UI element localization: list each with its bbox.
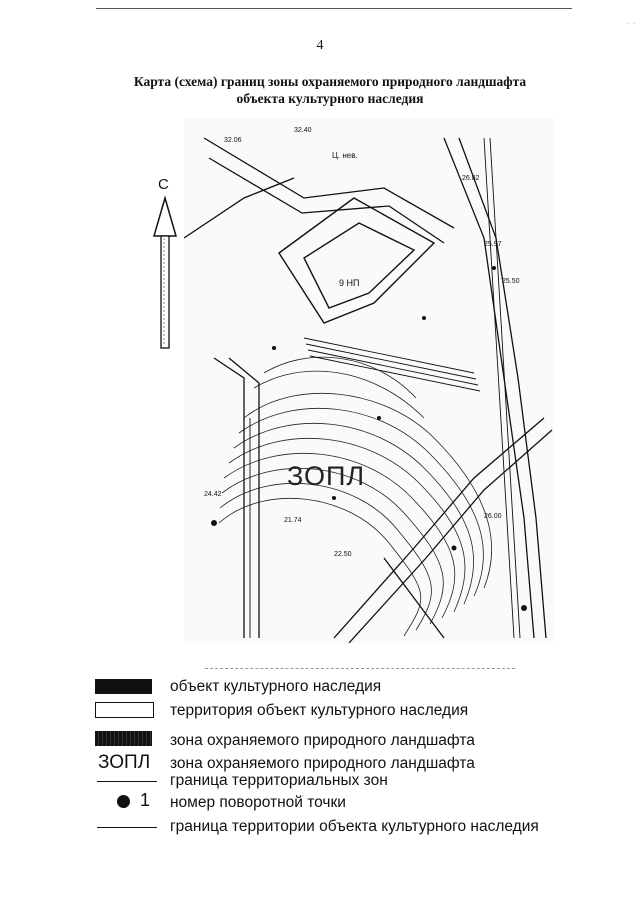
title-line-1: Карта (схема) границ зоны охраняемого природного ландшафта [133, 74, 527, 89]
elev-label: 26.00 [484, 513, 502, 520]
elev-label: 32.40 [294, 127, 312, 134]
legend-symbol-zopl: ЗОПЛ [98, 752, 151, 773]
survey-map [184, 118, 554, 643]
map-zone-label: ЗОПЛ [287, 461, 366, 491]
north-label: С [158, 176, 169, 193]
title-line-2: объекта культурного наследия [236, 91, 424, 106]
elev-label: 21.74 [284, 517, 302, 524]
elev-label: 32.06 [224, 137, 242, 144]
north-arrow-icon [150, 176, 180, 351]
legend-label: номер поворотной точки [170, 794, 346, 811]
elev-label: 22.50 [334, 551, 352, 558]
page-title [80, 73, 580, 107]
elev-label: 25.50 [502, 278, 520, 285]
legend-swatch-object [95, 679, 152, 694]
legend-divider [205, 668, 515, 669]
legend-symbol-point: 1 [140, 790, 151, 810]
elev-label: 24.42 [204, 491, 222, 498]
legend-swatch-territory [95, 702, 154, 718]
legend-line-territory [97, 827, 157, 828]
legend-label: зона охраняемого природного ландшафта [170, 732, 475, 749]
top-rule [96, 8, 572, 9]
elev-label: 25.97 [484, 241, 502, 248]
legend-label: зона охраняемого природного ландшафта [170, 755, 475, 772]
elev-label: 26.82 [462, 175, 480, 182]
legend-label: граница территории объекта культурного наследия [170, 818, 539, 835]
legend-label: объект культурного наследия [170, 678, 382, 695]
object-label: 9 НП [339, 278, 360, 288]
turning-point-icon [117, 795, 130, 808]
legend-label: граница территориальных зон [170, 772, 388, 789]
legend-line-zones [97, 781, 157, 782]
corner-stamp: · · [626, 18, 636, 29]
legend-label: территория объект культурного наследия [170, 702, 469, 719]
legend-swatch-zone [95, 731, 152, 746]
building-label: Ц. нев. [332, 151, 358, 160]
page-number: 4 [316, 38, 324, 53]
